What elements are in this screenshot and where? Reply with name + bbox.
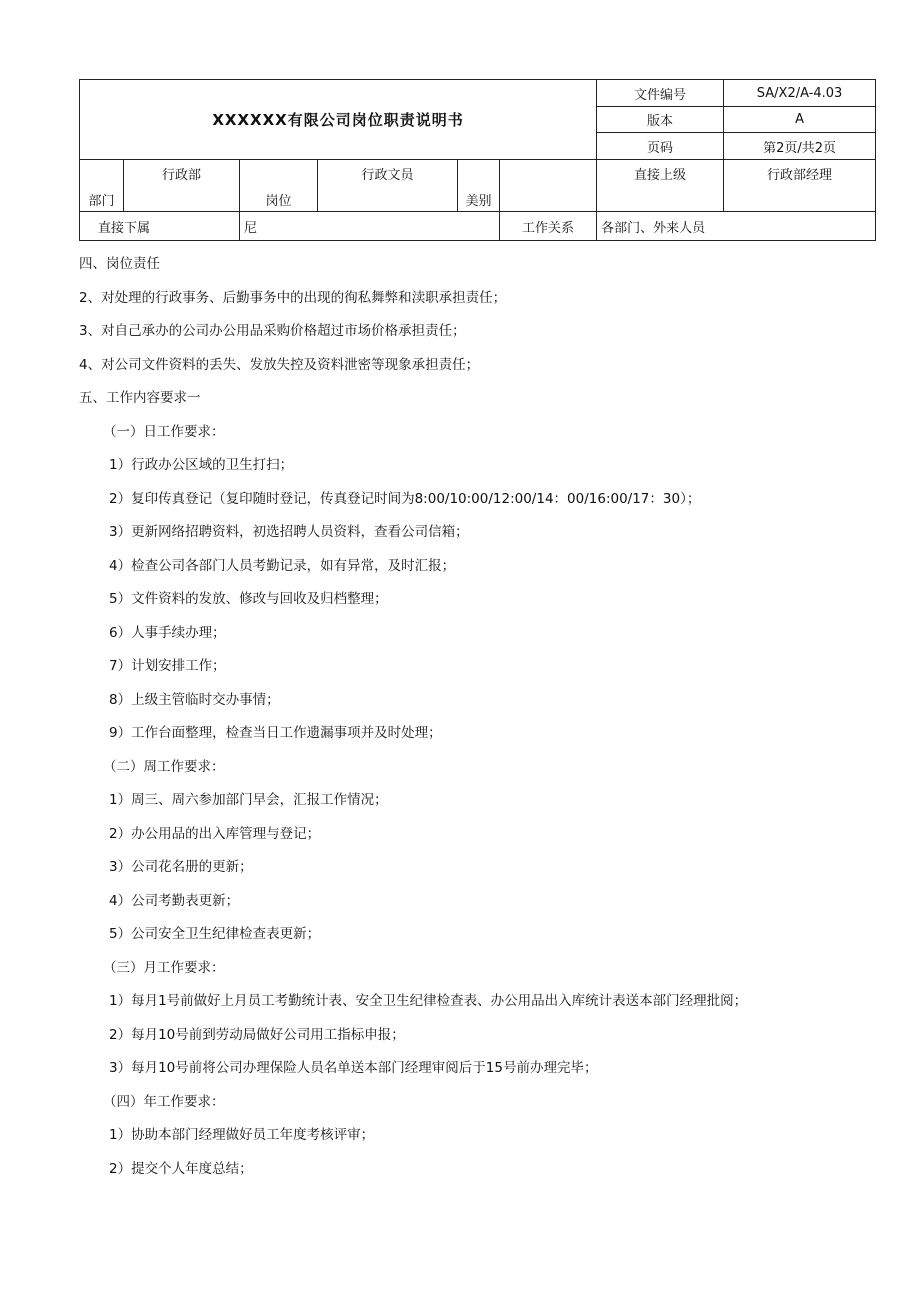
list-item: 1）协助本部门经理做好员工年度考核评审；	[109, 1127, 375, 1143]
list-item: 9）工作台面整理，检查当日工作遗漏事项并及时处理；	[109, 725, 442, 741]
list-item: 2）办公用品的出入库管理与登记；	[109, 825, 321, 842]
page-value: 第2页/共2页	[724, 133, 876, 160]
doc-no-label: 文件编号	[597, 80, 724, 107]
superior-label: 直接上级	[597, 160, 724, 212]
level-label: 美别	[458, 160, 500, 212]
section-line: 四、岗位责任	[79, 256, 160, 272]
list-item: 1）行政办公区域的卫生打扫；	[109, 457, 294, 473]
list-item: 7）计划安排工作；	[109, 658, 226, 674]
list-item: 6）人事手续办理；	[109, 624, 226, 641]
doc-no-value: SA/X2/A-4.03	[724, 80, 876, 107]
relation-label: 工作关系	[500, 212, 597, 241]
version-value: A	[724, 107, 876, 133]
header-table	[79, 79, 876, 241]
list-item: 1）周三、周六参加部门早会，汇报工作情况；	[109, 792, 388, 808]
position-label: 岗位	[240, 160, 318, 212]
list-item: 8）上级主管临时交办事情；	[109, 691, 280, 708]
list-item: 5）公司安全卫生纪律检查表更新；	[109, 926, 321, 942]
section-line: 五、工作内容要求一	[79, 390, 201, 406]
subsection-heading: （一）日工作要求：	[103, 423, 225, 440]
section-line: 3、对自己承办的公司办公用品采购价格超过市场价格承担责任；	[79, 323, 466, 339]
level-value	[500, 160, 597, 212]
list-item: 3）每月10号前将公司办理保险人员名单送本部门经理审阅后于15号前办理完毕；	[109, 1060, 598, 1076]
subsection-heading: （三）月工作要求：	[103, 959, 225, 976]
list-item: 2）复印传真登记（复印随时登记，传真登记时间为8:00/10:00/12:00/14：00/16:00/17：30）；	[109, 490, 701, 507]
document-title: XXXXXX有限公司岗位职责说明书	[80, 80, 597, 160]
subordinate-label: 直接下属	[80, 212, 240, 241]
superior-value: 行政部经理	[724, 160, 876, 212]
list-item: 3）更新网络招聘资料，初选招聘人员资料，查看公司信箱；	[109, 524, 469, 540]
list-item: 4）公司考勤表更新；	[109, 892, 240, 909]
section-line: 4、对公司文件资料的丢失、发放失控及资料泄密等现象承担责任；	[79, 356, 480, 373]
dept-label: 部门	[80, 160, 124, 212]
list-item: 5）文件资料的发放、修改与回收及归档整理；	[109, 591, 388, 607]
position-value: 行政文员	[318, 160, 458, 212]
subsection-heading: （二）周工作要求：	[103, 758, 225, 775]
list-item: 3）公司花名册的更新；	[109, 859, 253, 875]
section-line: 2、对处理的行政事务、后勤事务中的出现的徇私舞弊和渎职承担责任；	[79, 289, 507, 306]
relation-value: 各部门、外来人员	[597, 212, 876, 241]
dept-value: 行政部	[124, 160, 240, 212]
responsibility-content	[79, 248, 879, 1186]
list-item: 2）每月10号前到劳动局做好公司用工指标申报；	[109, 1026, 405, 1043]
page-label: 页码	[597, 133, 724, 160]
subordinate-value: 尼	[240, 212, 500, 241]
subsection-heading: （四）年工作要求：	[103, 1093, 225, 1110]
list-item: 2）提交个人年度总结；	[109, 1160, 253, 1177]
list-item: 1）每月1号前做好上月员工考勤统计表、安全卫生纪律检查表、办公用品出入库统计表送本部门经理批阅；	[109, 993, 748, 1009]
version-label: 版本	[597, 107, 724, 133]
list-item: 4）检查公司各部门人员考勤记录，如有异常，及时汇报；	[109, 557, 456, 574]
